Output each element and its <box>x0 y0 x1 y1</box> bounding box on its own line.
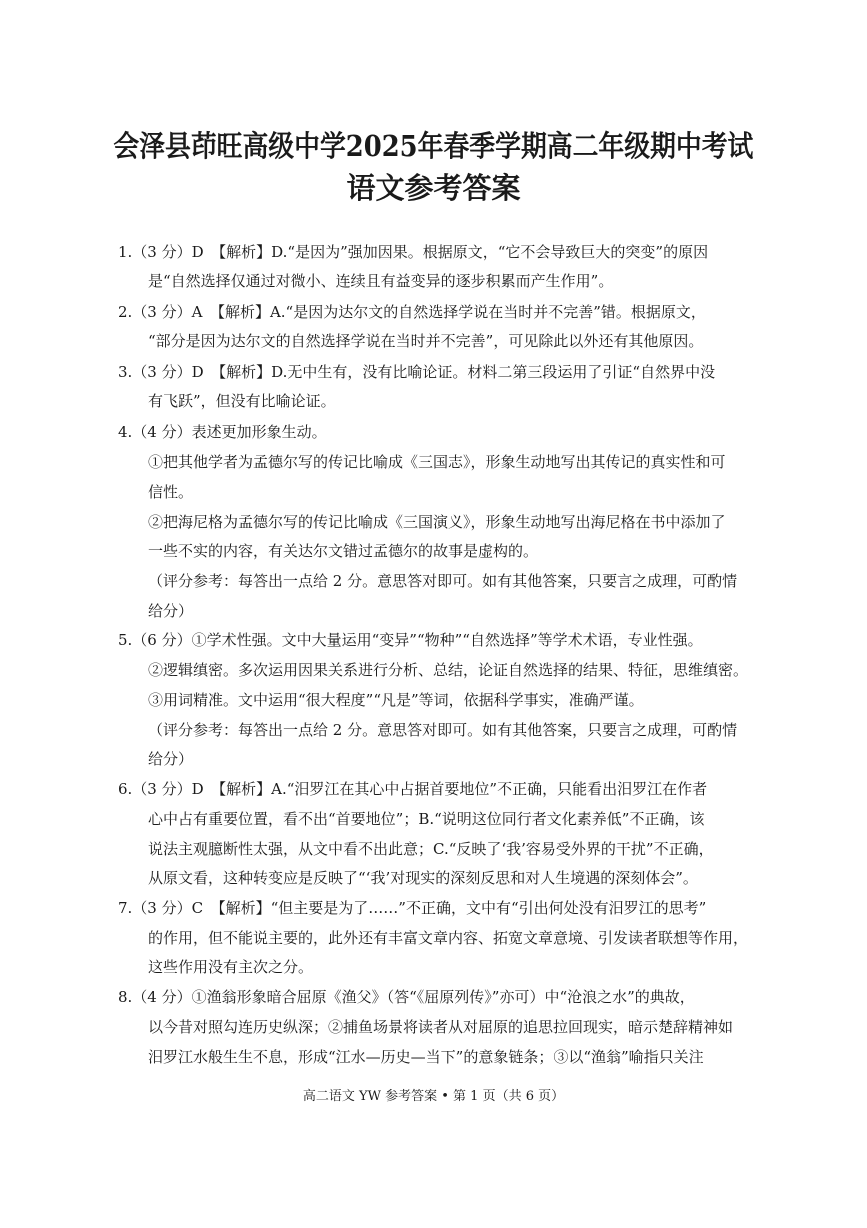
answer-line: 2.（3 分）A 【解析】A.“是因为达尔文的自然选择学说在当时并不完善”错。根据原文， <box>118 303 706 321</box>
answer-line: 的作用，但不能说主要的，此外还有丰富文章内容、拓宽文章意境、引发读者联想等作用， <box>148 929 749 947</box>
answer-line: 心中占有重要位置，看不出“首要地位”；B.“说明这位同行者文化素养低”不正确，该 <box>148 810 705 828</box>
answer-line: ②把海尼格为孟德尔写的传记比喻成《三国演义》，形象生动地写出海尼格在书中添加了 <box>148 513 726 531</box>
answer-line: 以今昔对照勾连历史纵深；②捕鱼场景将读者从对屈原的追思拉回现实，暗示楚辞精神如 <box>148 1018 734 1036</box>
answer-line: 7.（3 分）C 【解析】“但主要是为了……”不正确，文中有“引出何处没有汨罗江的思考” <box>118 899 707 917</box>
answer-line: 6.（3 分）D 【解析】A.“汨罗江在其心中占据首要地位”不正确，只能看出汨罗江在作者 <box>118 780 708 798</box>
answer-line: 1.（3 分）D 【解析】D.“是因为”强加因果。根据原文，“它不会导致巨大的突变”的原因 <box>118 243 709 261</box>
answer-line: 4.（4 分）表述更加形象生动。 <box>118 423 327 441</box>
answer-line: （评分参考：每答出一点给 2 分。意思答对即可。如有其他答案，只要言之成理，可酌情 <box>148 572 738 590</box>
answer-line: 一些不实的内容，有关达尔文错过孟德尔的故事是虚构的。 <box>148 542 539 560</box>
answer-line: 3.（3 分）D 【解析】D.无中生有，没有比喻论证。材料二第三段运用了引证“自然界中没 <box>118 363 716 381</box>
answer-line: （评分参考：每答出一点给 2 分。意思答对即可。如有其他答案，只要言之成理，可酌情 <box>148 721 738 739</box>
answer-line: 信性。 <box>148 483 194 501</box>
answer-line: 给分） <box>148 750 194 768</box>
answer-line: ②逻辑缜密。多次运用因果关系进行分析、总结，论证自然选择的结果、特征，思维缜密。 <box>148 661 749 679</box>
page-footer: 高二语文 YW 参考答案 • 第 1 页（共 6 页） <box>302 1089 565 1104</box>
answer-line: 有飞跃”，但没有比喻论证。 <box>148 392 336 410</box>
document-title: 会泽县茚旺高级中学2025年春季学期高二年级期中考试 <box>113 129 754 163</box>
answer-line: 汨罗江水般生生不息，形成“江水—历史—当下”的意象链条；③以“渔翁”喻指只关注 <box>148 1048 704 1066</box>
answer-line: 这些作用没有主次之分。 <box>148 958 314 976</box>
answer-line: 8.（4 分）①渔翁形象暗合屈原《渔父》（答“《屈原列传》”亦可）中“沧浪之水”的典故， <box>118 988 695 1006</box>
answer-line: ①把其他学者为孟德尔写的传记比喻成《三国志》，形象生动地写出其传记的真实性和可 <box>148 453 726 471</box>
answer-line: 5.（6 分）①学术性强。文中大量运用“变异”“物种”“自然选择”等学术术语，专业性强。 <box>118 631 703 649</box>
answer-line: ③用词精准。文中运用“很大程度”“凡是”等词，依据科学事实，准确严谨。 <box>148 691 644 709</box>
answer-line: 从原文看，这种转变应是反映了“‘我’对现实的深刻反思和对人生境遇的深刻体会”。 <box>148 869 698 887</box>
answer-line: “部分是因为达尔文的自然选择学说在当时并不完善”，可见除此以外还有其他原因。 <box>148 332 704 350</box>
document-subtitle: 语文参考答案 <box>346 171 521 205</box>
answer-line: 是“自然选择仅通过对微小、连续且有益变异的逐步积累而产生作用”。 <box>148 272 614 290</box>
answer-line: 说法主观臆断性太强，从文中看不出此意；C.“反映了‘我’容易受外界的干扰”不正确， <box>148 840 714 858</box>
answer-line: 给分） <box>148 602 194 620</box>
